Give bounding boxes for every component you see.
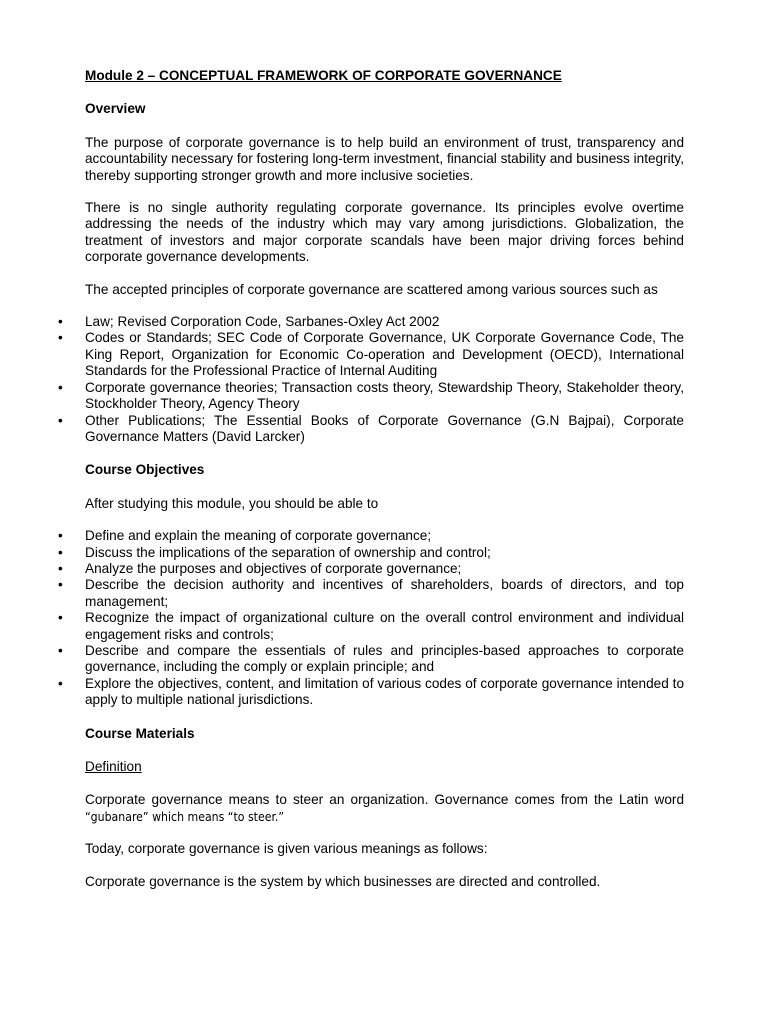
definition-paragraph bbox=[85, 792, 684, 825]
materials-heading: Course Materials bbox=[85, 725, 195, 741]
list-item bbox=[58, 528, 684, 544]
bullet-icon: • bbox=[58, 379, 63, 395]
definition-text: Corporate governance means to steer an organization. Governance comes from the Latin word bbox=[85, 792, 684, 808]
objectives-intro: After studying this module, you should be able to bbox=[85, 495, 379, 511]
list-item bbox=[58, 643, 684, 676]
overview-heading: Overview bbox=[85, 101, 146, 117]
list-item-text: Discuss the implications of the separation of ownership and control; bbox=[85, 544, 491, 560]
definition-heading: Definition bbox=[85, 759, 142, 774]
list-item-text: Law; Revised Corporation Code, Sarbanes-Oxley Act 2002 bbox=[85, 314, 440, 330]
list-item bbox=[58, 561, 684, 577]
overview-paragraph-purpose: The purpose of corporate governance is to help build an environment of trust, transparency and accountability necessary for fostering long-term investment, financial stability and business integrity, thereby supporting stronger growth and more inclusive societies. bbox=[85, 134, 684, 183]
list-item-text: Recognize the impact of organizational culture on the overall control environment and individual engagement risks and controls; bbox=[85, 610, 684, 642]
bullet-icon: • bbox=[58, 610, 63, 626]
list-item bbox=[58, 545, 684, 561]
bullet-icon: • bbox=[58, 314, 63, 330]
list-item-text: Define and explain the meaning of corporate governance; bbox=[85, 528, 432, 544]
overview-paragraph-authority: There is no single authority regulating corporate governance. Its principles evolve overtime addressing the needs of the industry which may vary among jurisdictions. Globalization, the treatment of investors and major corporate scandals have been major driving forces behind corporate governance developments. bbox=[85, 200, 684, 265]
sources-list bbox=[58, 314, 684, 445]
list-item bbox=[58, 314, 684, 330]
bullet-icon: • bbox=[58, 544, 63, 560]
document-body bbox=[58, 68, 684, 906]
bullet-icon: • bbox=[58, 560, 63, 576]
list-item bbox=[58, 380, 684, 413]
module-title: Module 2 – CONCEPTUAL FRAMEWORK OF CORPORATE GOVERNANCE bbox=[85, 68, 562, 83]
list-item bbox=[58, 413, 684, 446]
meanings-intro: Today, corporate governance is given various meanings as follows: bbox=[85, 841, 488, 857]
objectives-list bbox=[58, 528, 684, 708]
list-item bbox=[58, 610, 684, 643]
list-item-text: Codes or Standards; SEC Code of Corporate Governance, UK Corporate Governance Code, The King Report, Organization for Economic Co-operation and Development (OECD), International Standards for the Professional Practice of Internal Auditing bbox=[85, 330, 684, 379]
overview-paragraph-sources-intro: The accepted principles of corporate governance are scattered among various sources such as bbox=[85, 281, 658, 297]
list-item-text: Analyze the purposes and objectives of corporate governance; bbox=[85, 560, 462, 576]
list-item-text: Other Publications; The Essential Books of Corporate Governance (G.N Bajpai), Corporate Governance Matters (David Larcker) bbox=[85, 412, 684, 444]
bullet-icon: • bbox=[58, 330, 63, 346]
bullet-icon: • bbox=[58, 412, 63, 428]
bullet-icon: • bbox=[58, 642, 63, 658]
bullet-icon: • bbox=[58, 675, 63, 691]
list-item-text: Describe and compare the essentials of rules and principles-based approaches to corporate governance, including the comply or explain principle; and bbox=[85, 642, 684, 675]
list-item-text: Describe the decision authority and incentives of shareholders, boards of directors, and top management; bbox=[85, 577, 684, 609]
bullet-icon: • bbox=[58, 577, 63, 593]
list-item-text: Corporate governance theories; Transaction costs theory, Stewardship Theory, Stakeholder theory, Stockholder Theory, Agency Theory bbox=[85, 379, 684, 412]
list-item bbox=[58, 330, 684, 379]
list-item bbox=[58, 577, 684, 610]
meaning-paragraph: Corporate governance is the system by which businesses are directed and controlled. bbox=[85, 873, 601, 889]
definition-quote: “gubanare” which means “to steer.” bbox=[85, 809, 285, 824]
list-item bbox=[58, 676, 684, 709]
bullet-icon: • bbox=[58, 528, 63, 544]
objectives-heading: Course Objectives bbox=[85, 462, 205, 478]
list-item-text: Explore the objectives, content, and limitation of various codes of corporate governance intended to apply to multiple national jurisdictions. bbox=[85, 675, 684, 708]
